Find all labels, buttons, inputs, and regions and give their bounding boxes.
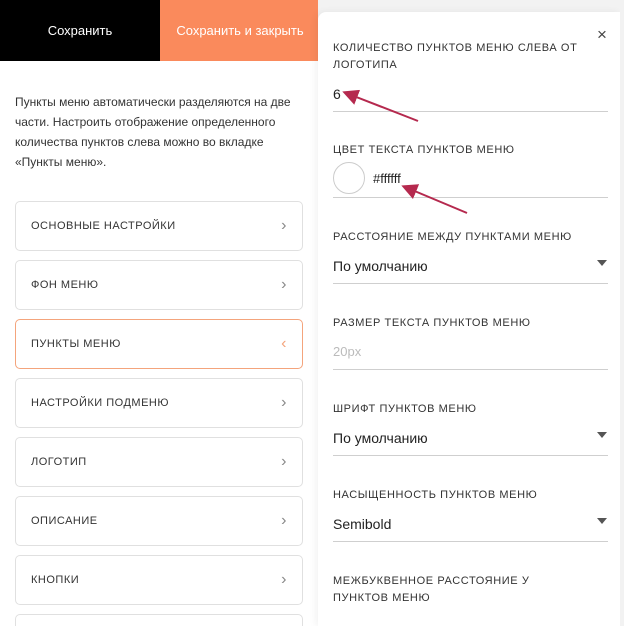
text-color-input[interactable]: #ffffff xyxy=(373,171,401,186)
weight-label: НАСЫЩЕННОСТЬ ПУНКТОВ МЕНЮ xyxy=(333,489,538,501)
save-and-close-button[interactable]: Сохранить и закрыть xyxy=(160,0,318,61)
spacing-label: РАССТОЯНИЕ МЕЖДУ ПУНКТАМИ МЕНЮ xyxy=(333,231,572,243)
spacing-select[interactable]: По умолчанию xyxy=(333,258,428,274)
count-left-input[interactable]: 6 xyxy=(333,86,341,102)
font-select[interactable]: По умолчанию xyxy=(333,430,428,446)
close-icon[interactable]: × xyxy=(597,25,607,44)
chevron-right-icon: › xyxy=(281,512,287,529)
sidebar-item-label: ОСНОВНЫЕ НАСТРОЙКИ xyxy=(31,220,176,232)
sidebar-item-label: НАСТРОЙКИ ПОДМЕНЮ xyxy=(31,397,169,409)
text-color-label: ЦВЕТ ТЕКСТА ПУНКТОВ МЕНЮ xyxy=(333,144,515,156)
letter-spacing-label: МЕЖБУКВЕННОЕ РАССТОЯНИЕ У ПУНКТОВ МЕНЮ xyxy=(333,575,530,604)
chevron-right-icon: › xyxy=(281,276,287,293)
chevron-right-icon: › xyxy=(281,453,287,470)
text-size-input[interactable]: 20px xyxy=(333,344,362,359)
text-size-label: РАЗМЕР ТЕКСТА ПУНКТОВ МЕНЮ xyxy=(333,317,531,329)
sidebar-item-label: ЛОГОТИП xyxy=(31,456,87,468)
chevron-left-icon: ‹ xyxy=(281,335,287,352)
chevron-right-icon: › xyxy=(281,394,287,411)
sidebar-item-label: ПУНКТЫ МЕНЮ xyxy=(31,338,121,350)
sidebar-item-label: ФОН МЕНЮ xyxy=(31,279,99,291)
annotation-arrow xyxy=(405,187,467,213)
font-label: ШРИФТ ПУНКТОВ МЕНЮ xyxy=(333,403,477,415)
weight-select[interactable]: Semibold xyxy=(333,516,392,532)
chevron-right-icon: › xyxy=(281,217,287,234)
save-button[interactable]: Сохранить xyxy=(0,0,160,61)
sidebar-item-label: ОПИСАНИЕ xyxy=(31,515,98,527)
intro-text: Пункты меню автоматически разделяются на две части. Настроить отображение определенного количества пунктов слева можно во вкладке «Пункты меню». xyxy=(15,95,291,169)
sidebar-item-label: КНОПКИ xyxy=(31,574,80,586)
chevron-right-icon: › xyxy=(281,571,287,588)
count-left-label: КОЛИЧЕСТВО ПУНКТОВ МЕНЮ СЛЕВА ОТ ЛОГОТИПА xyxy=(333,42,578,71)
annotation-arrow xyxy=(346,93,418,121)
